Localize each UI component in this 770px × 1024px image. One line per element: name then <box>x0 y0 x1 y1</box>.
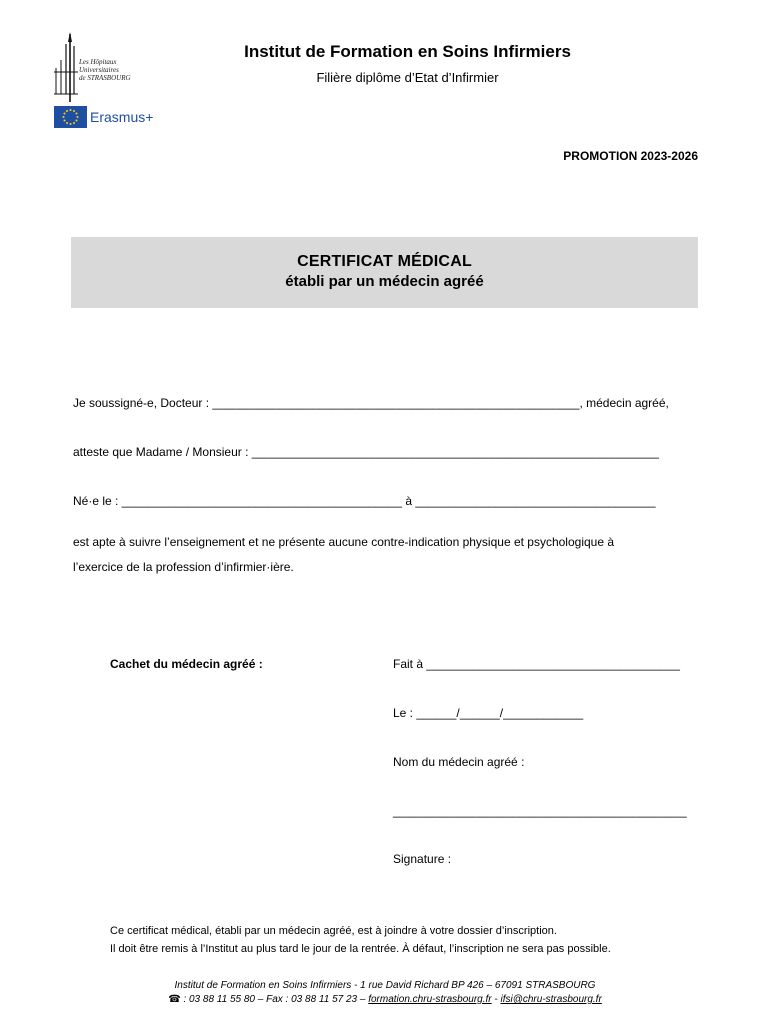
footer-separator: - <box>491 994 501 1005</box>
aptitude-statement-1: est apte à suivre l’enseignement et ne présente aucune contre-indication physique et psychologique à <box>73 535 615 549</box>
footer-phone-fax: ☎ : 03 88 11 55 80 – Fax : 03 88 11 57 23 – <box>168 994 369 1005</box>
logo-line-1: Les Hôpitaux <box>79 58 117 66</box>
logo-line-3: de STRASBOURG <box>79 74 131 82</box>
signature-label: Signature : <box>393 852 452 866</box>
website-link[interactable]: formation.chru-strasbourg.fr <box>368 994 492 1005</box>
institute-subtitle: Filière diplôme d’Etat d’Infirmier <box>316 70 499 85</box>
hus-logo-text <box>79 58 131 82</box>
email-link[interactable]: ifsi@chru-strasbourg.fr <box>500 994 602 1005</box>
date-line: Le : ______/______/____________ <box>393 706 584 720</box>
erasmus-label: Erasmus+ <box>90 109 154 125</box>
doctor-name-blank: ____________________________________________ <box>393 804 687 818</box>
place-line: Fait à ______________________________________ <box>393 657 680 671</box>
certificate-title: CERTIFICAT MÉDICAL <box>297 253 472 270</box>
doctor-name-label: Nom du médecin agréé : <box>393 755 525 769</box>
footer-address: Institut de Formation en Soins Infirmiers - 1 rue David Richard BP 426 – 67091 STRASBOURG <box>174 980 596 991</box>
note-deadline: Il doit être remis à l’Institut au plus tard le jour de la rentrée. À défaut, l’inscription ne sera pas possible. <box>110 943 611 955</box>
note-attach: Ce certificat médical, établi par un médecin agréé, est à joindre à votre dossier d’inscription. <box>110 925 557 937</box>
birth-line: Né·e le : __________________________________________ à ____________________________________ <box>73 494 656 508</box>
stamp-label: Cachet du médecin agréé : <box>110 657 263 671</box>
patient-name-line: atteste que Madame / Monsieur : _____________________________________________________________ <box>73 445 659 459</box>
footer-contact <box>0 994 770 1005</box>
certificate-title-box <box>71 237 698 308</box>
aptitude-statement-2: l’exercice de la profession d’infirmier·ière. <box>73 560 294 574</box>
doctor-name-line: Je soussigné-e, Docteur : _______________________________________________________, médecin agréé, <box>73 396 669 410</box>
eu-flag-icon <box>54 106 87 128</box>
logo-line-2: Universitaires <box>79 66 119 74</box>
promotion-label: PROMOTION 2023-2026 <box>563 149 698 163</box>
institute-title: Institut de Formation en Soins Infirmiers <box>244 42 571 61</box>
certificate-subtitle: établi par un médecin agréé <box>285 273 484 290</box>
erasmus-logo <box>54 106 153 128</box>
